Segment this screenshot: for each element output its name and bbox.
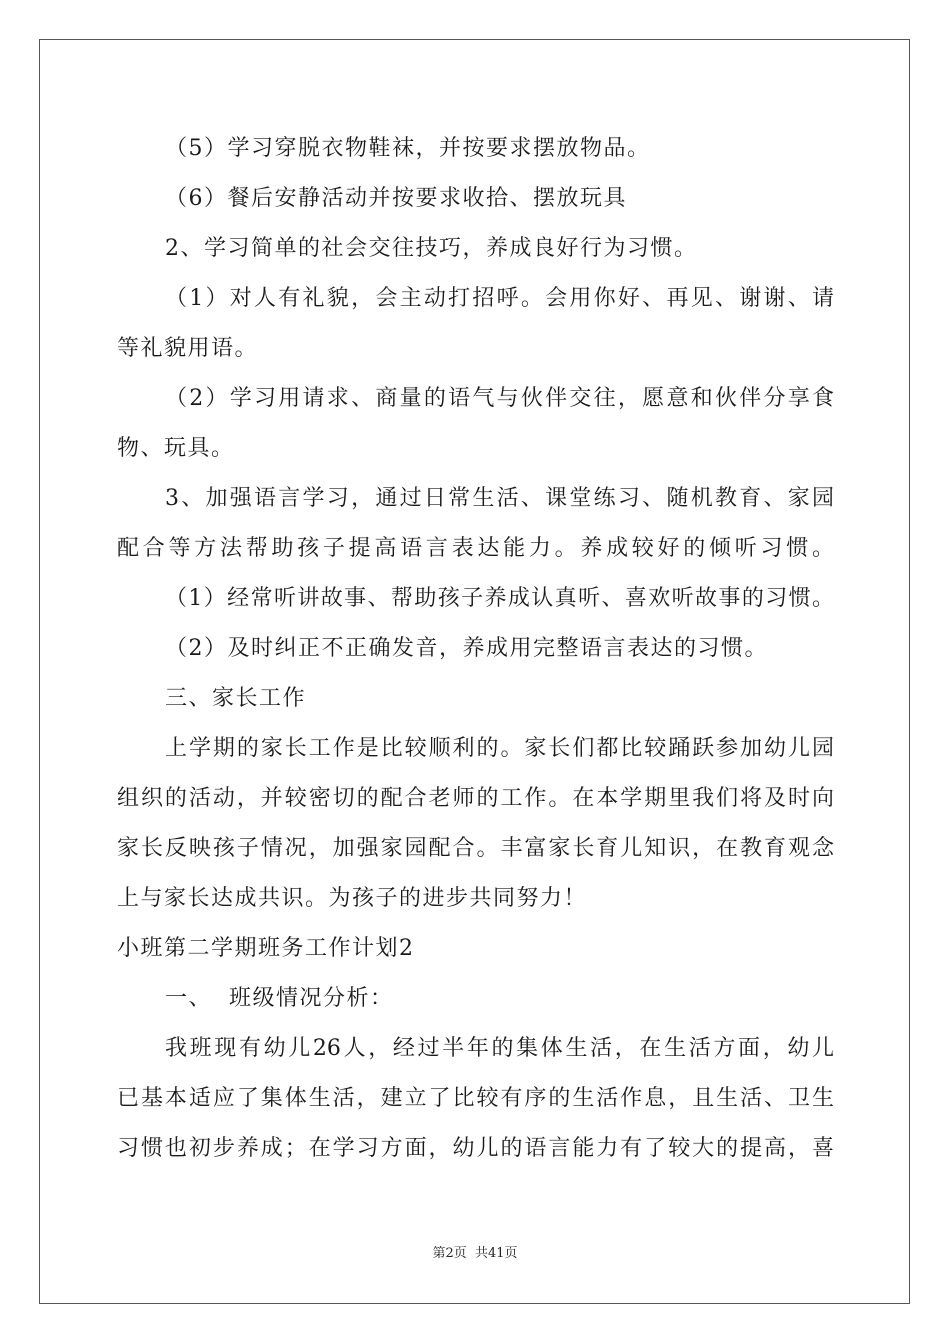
page-number: 第2页 [432,1246,467,1261]
text-line: 已基本适应了集体生活，建立了比较有序的生活作息，且生活、卫生 [117,1086,834,1111]
text-line: 上与家长达成共识。为孩子的进步共同努力！ [117,886,588,911]
text-line: （1）对人有礼貌，会主动打招呼。会用你好、再见、谢谢、请 [165,286,834,311]
text-line: 家长反映孩子情况，加强家园配合。丰富家长育儿知识，在教育观念 [117,836,834,861]
section-heading: 一、 班级情况分析： [165,986,394,1011]
document-title: 小班第二学期班务工作计划2 [117,936,415,961]
text-line: 组织的活动，并较密切的配合老师的工作。在本学期里我们将及时向 [117,786,834,811]
text-line: 配合等方法帮助孩子提高语言表达能力。养成较好的倾听习惯。 [117,536,834,561]
text-line: 我班现有幼儿26人，经过半年的集体生活，在生活方面，幼儿 [165,1036,834,1061]
text-line: 上学期的家长工作是比较顺利的。家长们都比较踊跃参加幼儿园 [165,736,834,761]
text-line: （6）餐后安静活动并按要求收拾、摆放玩具 [165,186,627,211]
page-total: 共41页 [474,1246,518,1261]
text-line: 物、玩具。 [117,436,235,461]
text-line: （2）学习用请求、商量的语气与伙伴交往，愿意和伙伴分享食 [165,386,834,411]
text-line: 习惯也初步养成；在学习方面，幼儿的语言能力有了较大的提高，喜 [117,1136,834,1161]
section-heading: 三、家长工作 [165,686,307,711]
text-line: （1）经常听讲故事、帮助孩子养成认真听、喜欢听故事的习惯。 [165,586,834,611]
page-footer [0,1245,950,1263]
text-line: （5）学习穿脱衣物鞋袜，并按要求摆放物品。 [165,136,651,161]
document-body [117,124,834,1174]
text-line: 等礼貌用语。 [117,336,259,361]
text-line: （2）及时纠正不正确发音，养成用完整语言表达的习惯。 [165,636,768,661]
text-line: 3、加强语言学习，通过日常生活、课堂练习、随机教育、家园 [165,486,834,511]
text-line: 2、学习简单的社会交往技巧，养成良好行为习惯。 [165,236,698,261]
